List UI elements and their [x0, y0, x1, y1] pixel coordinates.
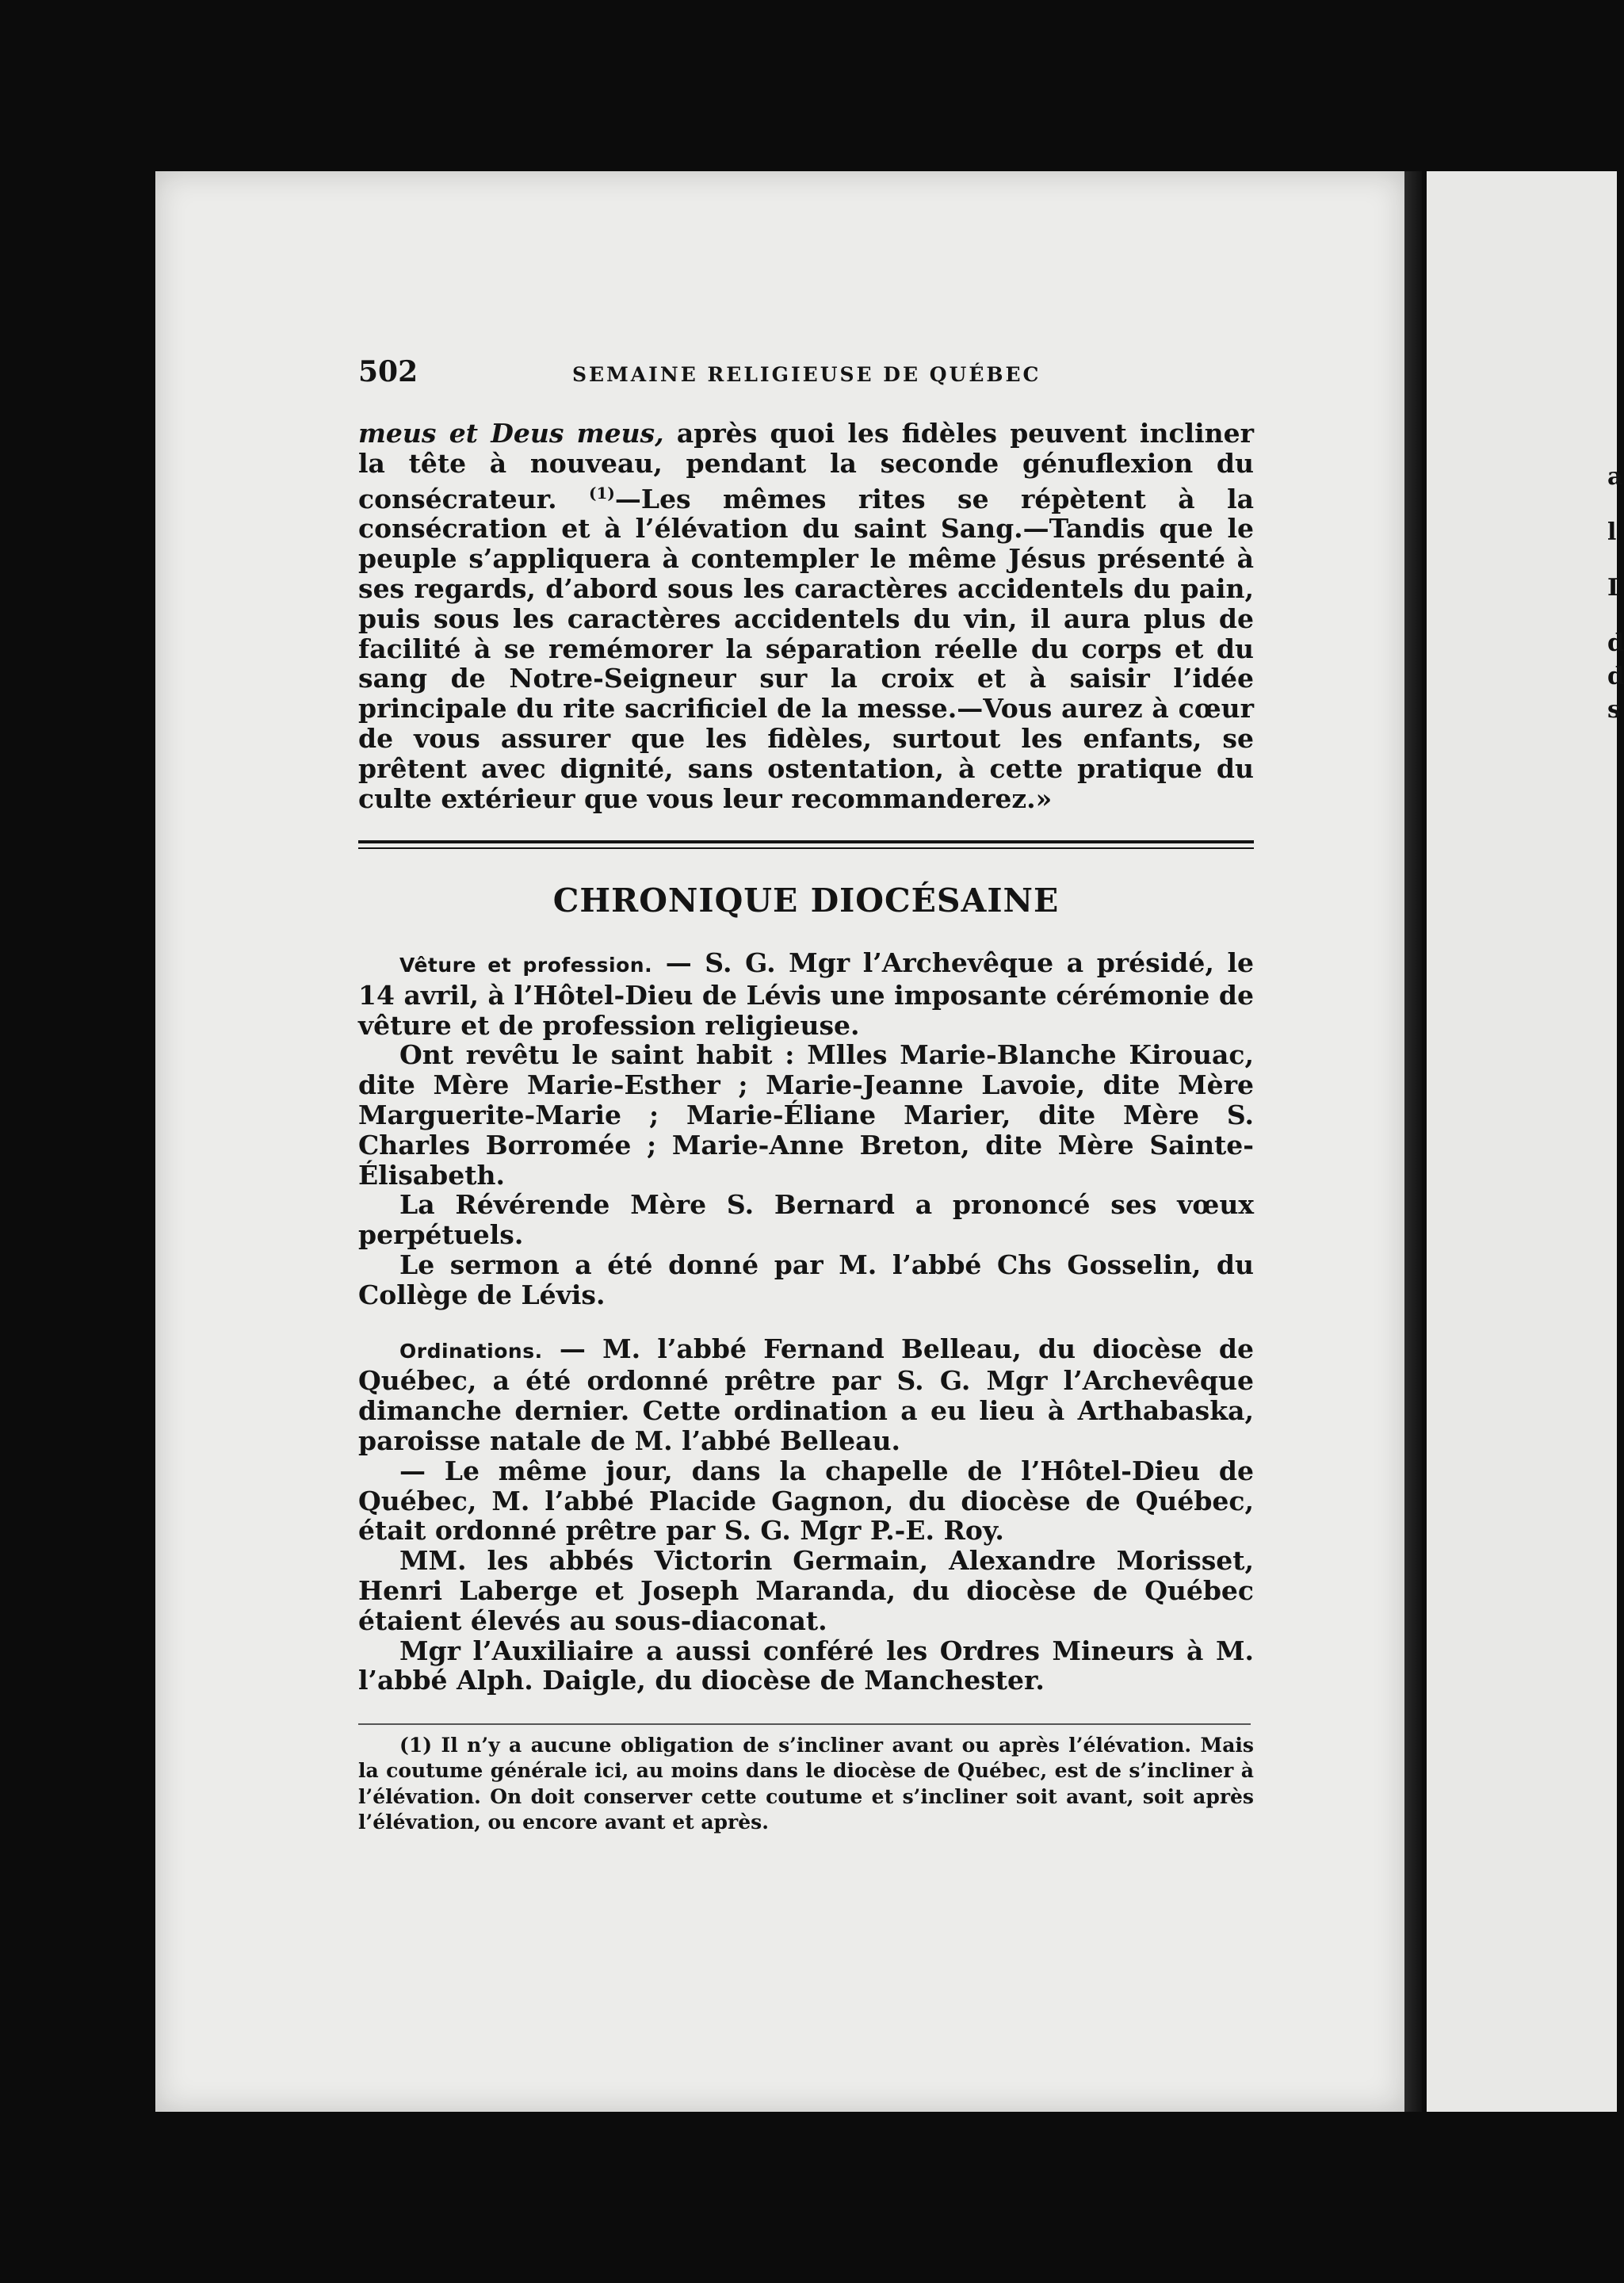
section-rule-thin: [358, 847, 1254, 849]
footnote-text: (1) Il n’y a aucune obligation de s’incliner avant ou après l’élévation. Mais la coutume générale ici, au moins dans le diocèse de Québec, est de s’incliner à l’élévation. On doit conserver cette coutume et s’incliner soit avant, soit après l’élévation, ou encore avant et après.: [358, 1734, 1254, 1834]
adjacent-fragment: d: [1607, 629, 1624, 657]
vesture-paragraph-2: Ont revêtu le saint habit : Mlles Marie-Blanche Kirouac, dite Mère Marie-Esther ; Marie-Jeanne Lavoie, dite Mère Marguerite-Marie ; Marie-Éliane Marier, dite Mère S. Charles Borromée ; Marie-Anne Breton, dite Mère Sainte-Élisabeth.: [358, 1039, 1254, 1191]
section-rule: [358, 840, 1254, 843]
page-header: [358, 349, 1254, 396]
page-number: 502: [358, 355, 418, 388]
ordinations-paragraph-2: — Le même jour, dans la chapelle de l’Hôtel-Dieu de Québec, M. l’abbé Placide Gagnon, du diocèse de Québec, était ordonné prêtre par S. G. Mgr P.-E. Roy.: [358, 1455, 1254, 1547]
vesture-label: Vêture et profession.: [399, 954, 653, 977]
footnote: [358, 1733, 1254, 1835]
ordinations-paragraph-3: MM. les abbés Victorin Germain, Alexandre Morisset, Henri Laberge et Joseph Maranda, du diocèse de Québec étaient élevés au sous-diaconat.: [358, 1545, 1254, 1636]
vesture-section: [358, 948, 1254, 1696]
italic-start: meus et Deus meus,: [358, 418, 664, 449]
adjacent-page: [1427, 171, 1624, 2112]
vesture-text: — S. G. Mgr l’Archevêque a présidé, le 14 avril, à l’Hôtel-Dieu de Lévis une imposante cérémonie de vêture et de profession religieuse.: [358, 947, 1254, 1041]
opening-text: après quoi les fidèles peuvent incliner la tête à nouveau, pendant la seconde génuflexion du consécrateur.: [358, 418, 1254, 514]
footnote-separator: [358, 1723, 1251, 1725]
adjacent-fragment: s: [1607, 696, 1621, 724]
running-title: SEMAINE RELIGIEUSE DE QUÉBEC: [572, 363, 1041, 386]
section-title: CHRONIQUE DIOCÉSAINE: [552, 881, 1060, 920]
vesture-paragraph-3: La Révérende Mère S. Bernard a prononcé ses vœux perpétuels.: [358, 1189, 1254, 1251]
ordinations-paragraph-4: Mgr l’Auxiliaire a aussi conféré les Ordres Mineurs à M. l’abbé Alph. Daigle, du diocèse de Manchester.: [358, 1635, 1254, 1696]
adjacent-fragment: I: [1607, 574, 1619, 602]
vesture-paragraph-4: Le sermon a été donné par M. l’abbé Chs Gosselin, du Collège de Lévis.: [358, 1249, 1254, 1310]
adjacent-fragment: l: [1607, 518, 1617, 546]
page-edge: [1404, 171, 1422, 2112]
footnote-ref: (1): [589, 483, 615, 503]
adjacent-fragment: d: [1607, 663, 1624, 690]
adjacent-fragment: a: [1607, 463, 1623, 491]
ordinations-label: Ordinations.: [399, 1339, 543, 1363]
opening-paragraph: [358, 419, 1254, 813]
opening-text-continued: —Les mêmes rites se répètent à la consécration et à l’élévation du saint Sang.—Tandis que le peuple s’appliquera à contempler le même Jésus présenté à ses regards, d’abord sous les caractères accidentels du pain, puis sous les caractères accidentels du vin, il aura plus de facilité à se remémorer la séparation réelle du corps et du sang de Notre-Seigneur sur la croix et à saisir l’idée principale du rite sacrificiel de la messe.—Vous aurez à cœur de vous assurer que les fidèles, surtout les enfants, se prêtent avec dignité, sans ostentation, à cette pratique du culte extérieur que vous leur recommanderez.»: [358, 483, 1254, 814]
ordinations-text: — M. l’abbé Fernand Belleau, du diocèse de Québec, a été ordonné prêtre par S. G. Mgr l’Archevêque dimanche dernier. Cette ordination a eu lieu à Arthabaska, paroisse natale de M. l’abbé Belleau.: [358, 1333, 1254, 1456]
